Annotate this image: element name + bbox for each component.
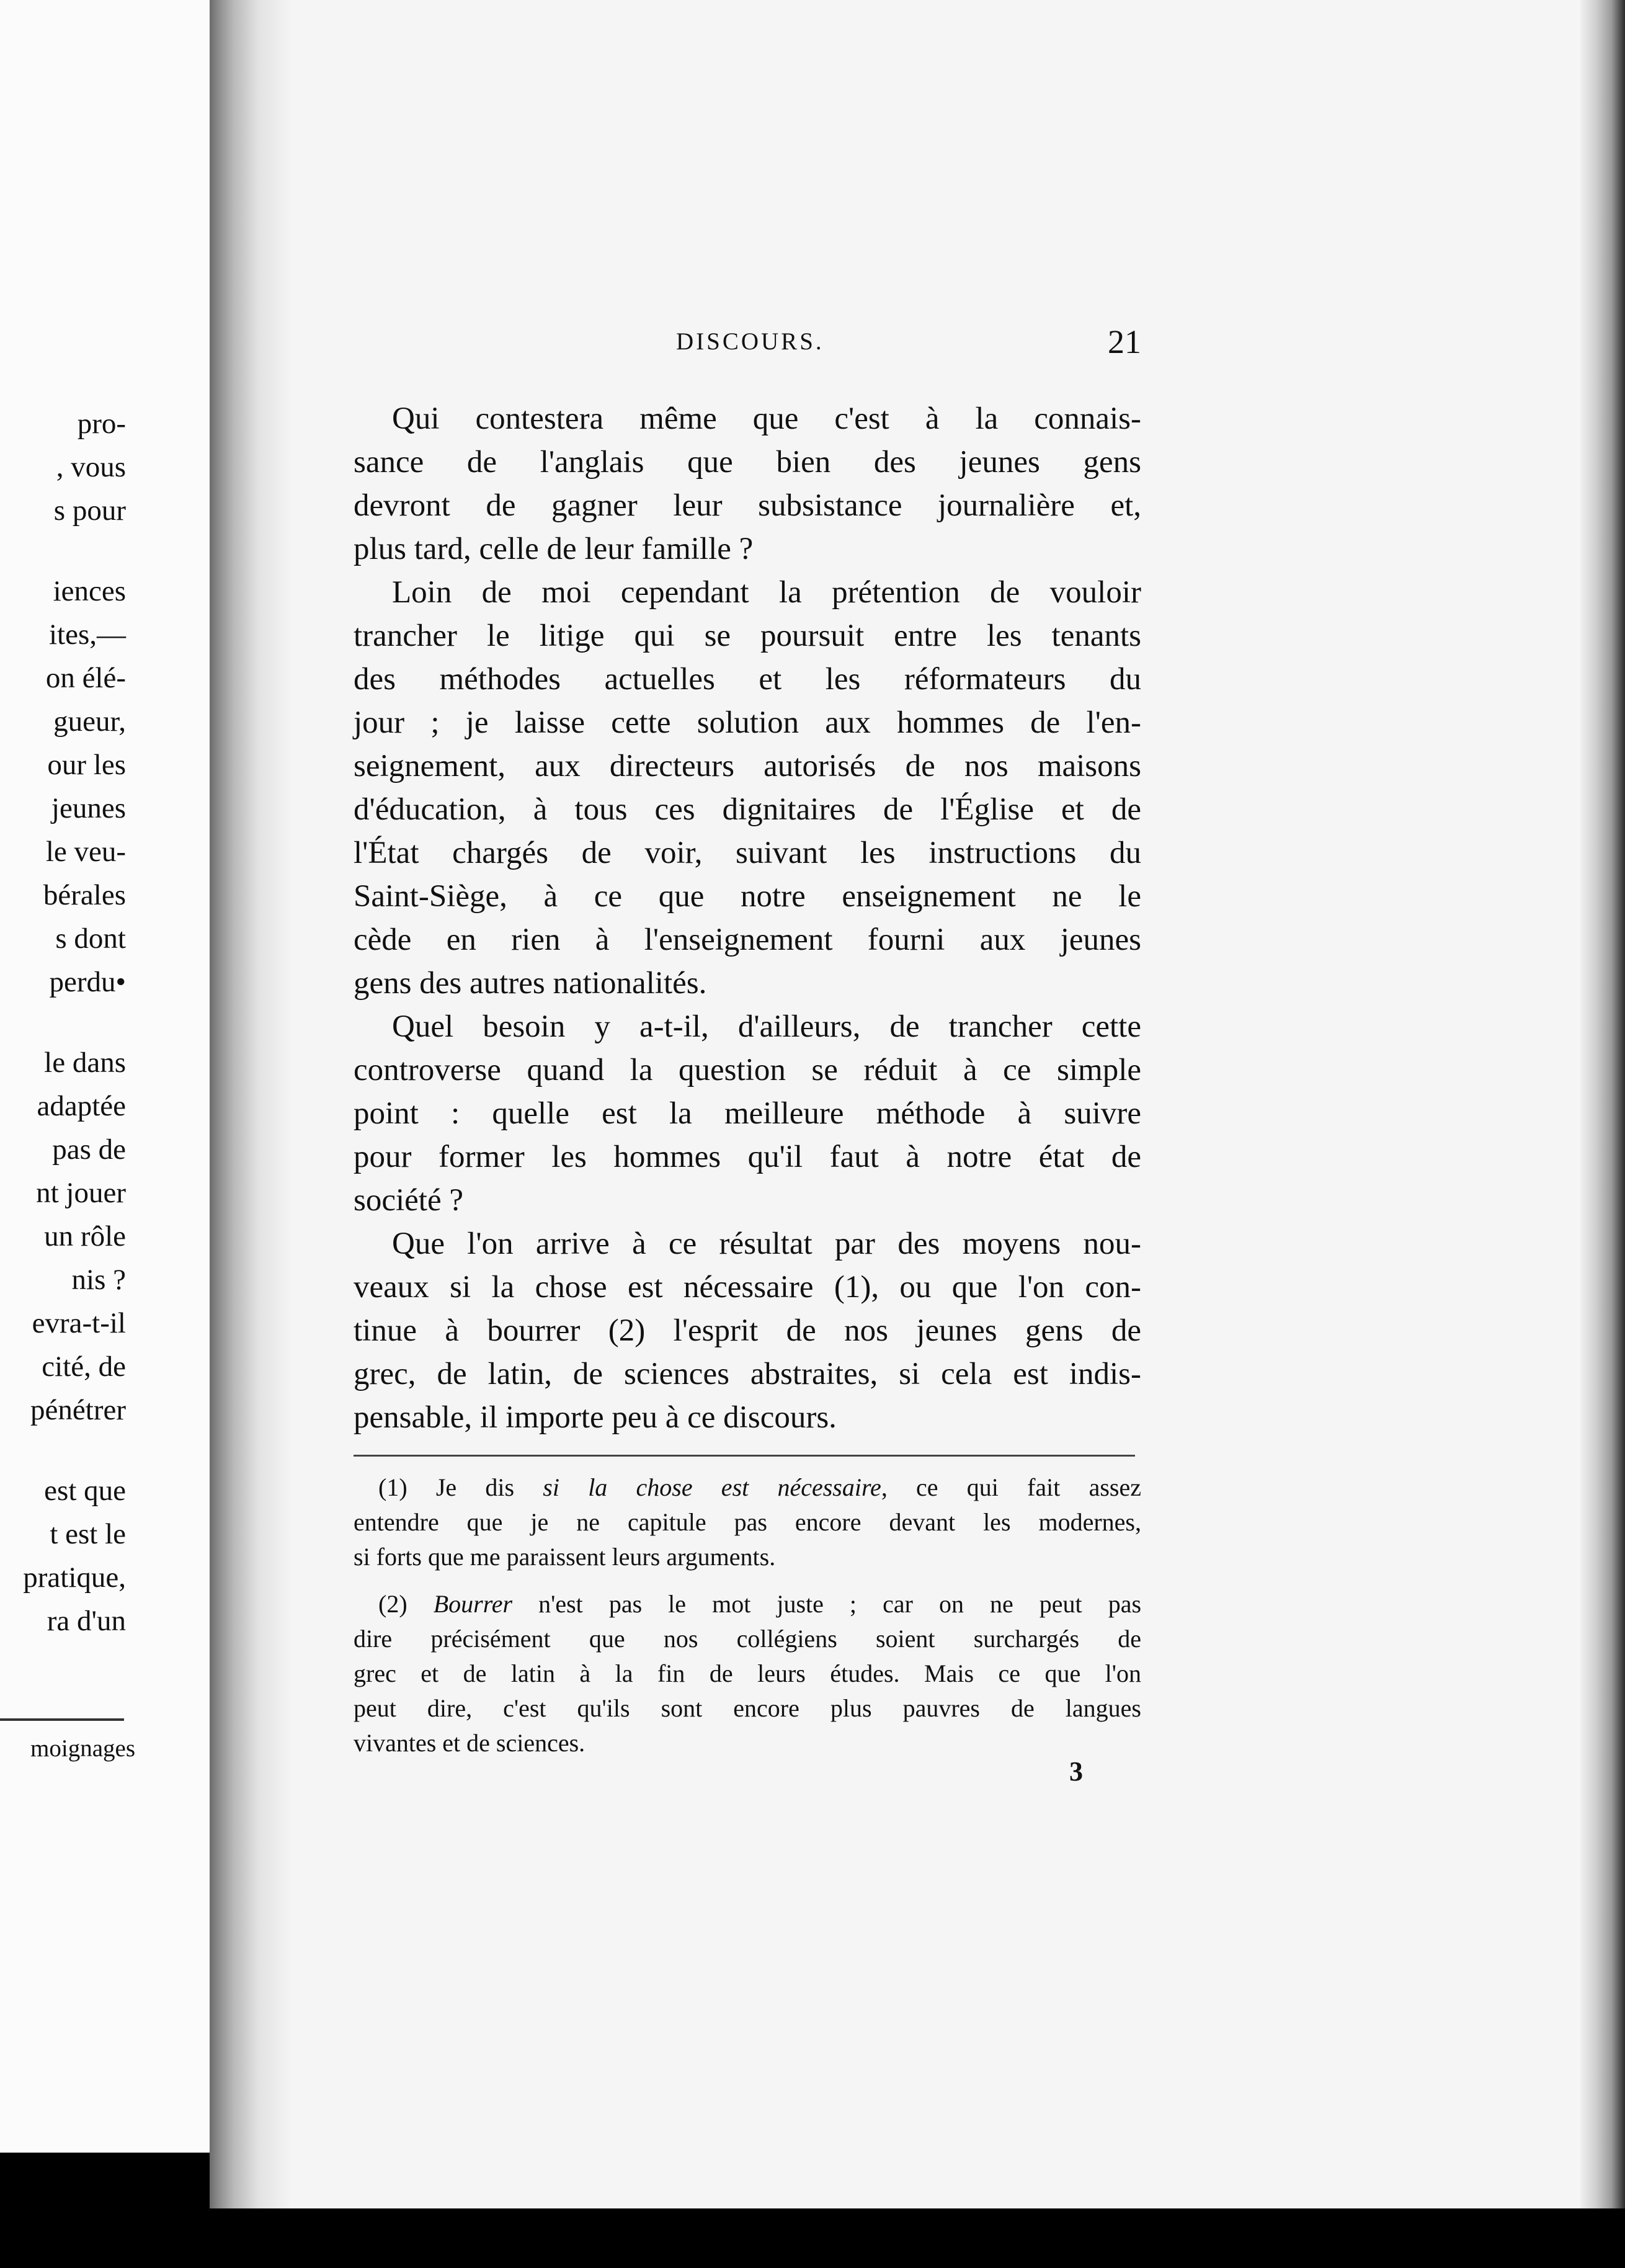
footnote-marker: (2) (378, 1590, 434, 1618)
footnote-line: si forts que me paraissent leurs arguments. (354, 1543, 776, 1571)
text-line: pensable, il importe peu à ce discours. (354, 1400, 837, 1435)
left-page-line: perdu• (49, 966, 126, 998)
left-page-line: our les (47, 749, 126, 781)
text-line: seignement, aux directeurs autorisés de nos maisons (354, 749, 1141, 784)
footnote-line: vivantes et de sciences. (354, 1729, 585, 1757)
left-footnote-rule (0, 1718, 124, 1721)
paragraph-1 (354, 397, 1141, 571)
scan-border (0, 2208, 1625, 2268)
left-page-line: jeunes (51, 792, 126, 824)
footnote-line: entendre que je ne capitule pas encore devant les modernes, (354, 1508, 1141, 1536)
left-page-line: iences (53, 575, 126, 607)
text-line: Loin de moi cependant la prétention de vouloir (392, 575, 1141, 610)
paragraph-3 (354, 1005, 1141, 1222)
left-page-line: ra d'un (47, 1605, 126, 1637)
text-line: d'éducation, à tous ces dignitaires de l'Église et de (354, 792, 1141, 827)
left-page-line: pro- (77, 408, 126, 440)
left-page-line: nt jouer (36, 1177, 126, 1209)
text-line: grec, de latin, de sciences abstraites, si cela est indis- (354, 1357, 1141, 1391)
text-line: trancher le litige qui se poursuit entre les tenants (354, 618, 1141, 653)
left-page-line: t est le (50, 1518, 126, 1550)
left-page-line: cité, de (42, 1351, 126, 1383)
text-line: Que l'on arrive à ce résultat par des moyens nou- (392, 1226, 1141, 1261)
left-footnote-fragment: moignages (30, 1735, 135, 1762)
left-page-line: evra-t-il (32, 1307, 126, 1339)
left-page-line: s pour (53, 494, 126, 527)
footnote-line: grec et de latin à la fin de leurs études. Mais ce que l'on (354, 1659, 1141, 1687)
footnote-text: , ce qui fait assez (881, 1473, 1141, 1501)
signature-mark: 3 (1069, 1756, 1083, 1787)
footnote-line: dire précisément que nos collégiens soient surchargés de (354, 1625, 1141, 1653)
left-page-line: le veu- (45, 836, 126, 868)
book-gutter (210, 0, 290, 2208)
footnote-line: peut dire, c'est qu'ils sont encore plus pauvres de langues (354, 1694, 1141, 1722)
left-page-line: gueur, (53, 705, 126, 738)
text-line: société ? (354, 1183, 463, 1218)
running-header: DISCOURS. (676, 328, 824, 355)
text-line: sance de l'anglais que bien des jeunes gens (354, 445, 1141, 480)
text-line: tinue à bourrer (2) l'esprit de nos jeunes gens de (354, 1313, 1141, 1348)
footnote-line (354, 1470, 1141, 1505)
left-page-line: adaptée (37, 1090, 126, 1122)
text-line: controverse quand la question se réduit à ce simple (354, 1053, 1141, 1087)
footnote-marker: (1) Je dis (378, 1473, 543, 1501)
page-edge-shadow (1580, 0, 1625, 2208)
text-line: cède en rien à l'enseignement fourni aux jeunes (354, 922, 1141, 957)
text-line: Qui contestera même que c'est à la connais- (392, 401, 1141, 436)
text-line: Saint-Siège, à ce que notre enseignement ne le (354, 879, 1141, 914)
page-number: 21 (1108, 323, 1141, 360)
text-line: point : quelle est la meilleure méthode à suivre (354, 1096, 1141, 1131)
text-line: plus tard, celle de leur famille ? (354, 532, 754, 566)
footnote-line (354, 1587, 1141, 1622)
left-page-line: nis ? (71, 1264, 126, 1296)
text-line: gens des autres nationalités. (354, 966, 707, 1001)
left-page-line: est que (44, 1475, 126, 1507)
footnote-2 (354, 1587, 1141, 1761)
text-line: Quel besoin y a-t-il, d'ailleurs, de trancher cette (392, 1009, 1141, 1044)
left-page-line: s dont (55, 922, 126, 955)
footnote-emphasis: si la chose est nécessaire (543, 1473, 881, 1501)
left-page-line: pénétrer (30, 1394, 126, 1426)
left-page-line: pas de (52, 1133, 126, 1166)
text-line: pour former les hommes qu'il faut à notre état de (354, 1140, 1141, 1174)
left-page-line: pratique, (23, 1561, 126, 1594)
paragraph-4 (354, 1222, 1141, 1439)
left-facing-page (0, 0, 210, 2153)
left-page-line: , vous (56, 451, 126, 483)
text-line: jour ; je laisse cette solution aux hommes de l'en- (354, 705, 1141, 740)
footnote-text: n'est pas le mot juste ; car on ne peut pas (512, 1590, 1142, 1618)
text-line: l'État chargés de voir, suivant les instructions du (354, 836, 1141, 870)
text-line: veaux si la chose est nécessaire (1), ou que l'on con- (354, 1270, 1141, 1305)
left-page-line: on élé- (45, 662, 126, 694)
text-line: des méthodes actuelles et les réformateurs du (354, 662, 1141, 697)
left-page-line: bérales (43, 879, 126, 911)
left-page-line: un rôle (44, 1220, 126, 1252)
footnote-1 (354, 1470, 1141, 1574)
footnote-rule (354, 1455, 1135, 1457)
paragraph-2 (354, 571, 1141, 1005)
left-page-line: ites,— (48, 618, 126, 651)
text-line: devront de gagner leur subsistance journalière et, (354, 488, 1141, 523)
left-page-line: le dans (44, 1047, 126, 1079)
footnote-emphasis: Bourrer (433, 1590, 513, 1618)
